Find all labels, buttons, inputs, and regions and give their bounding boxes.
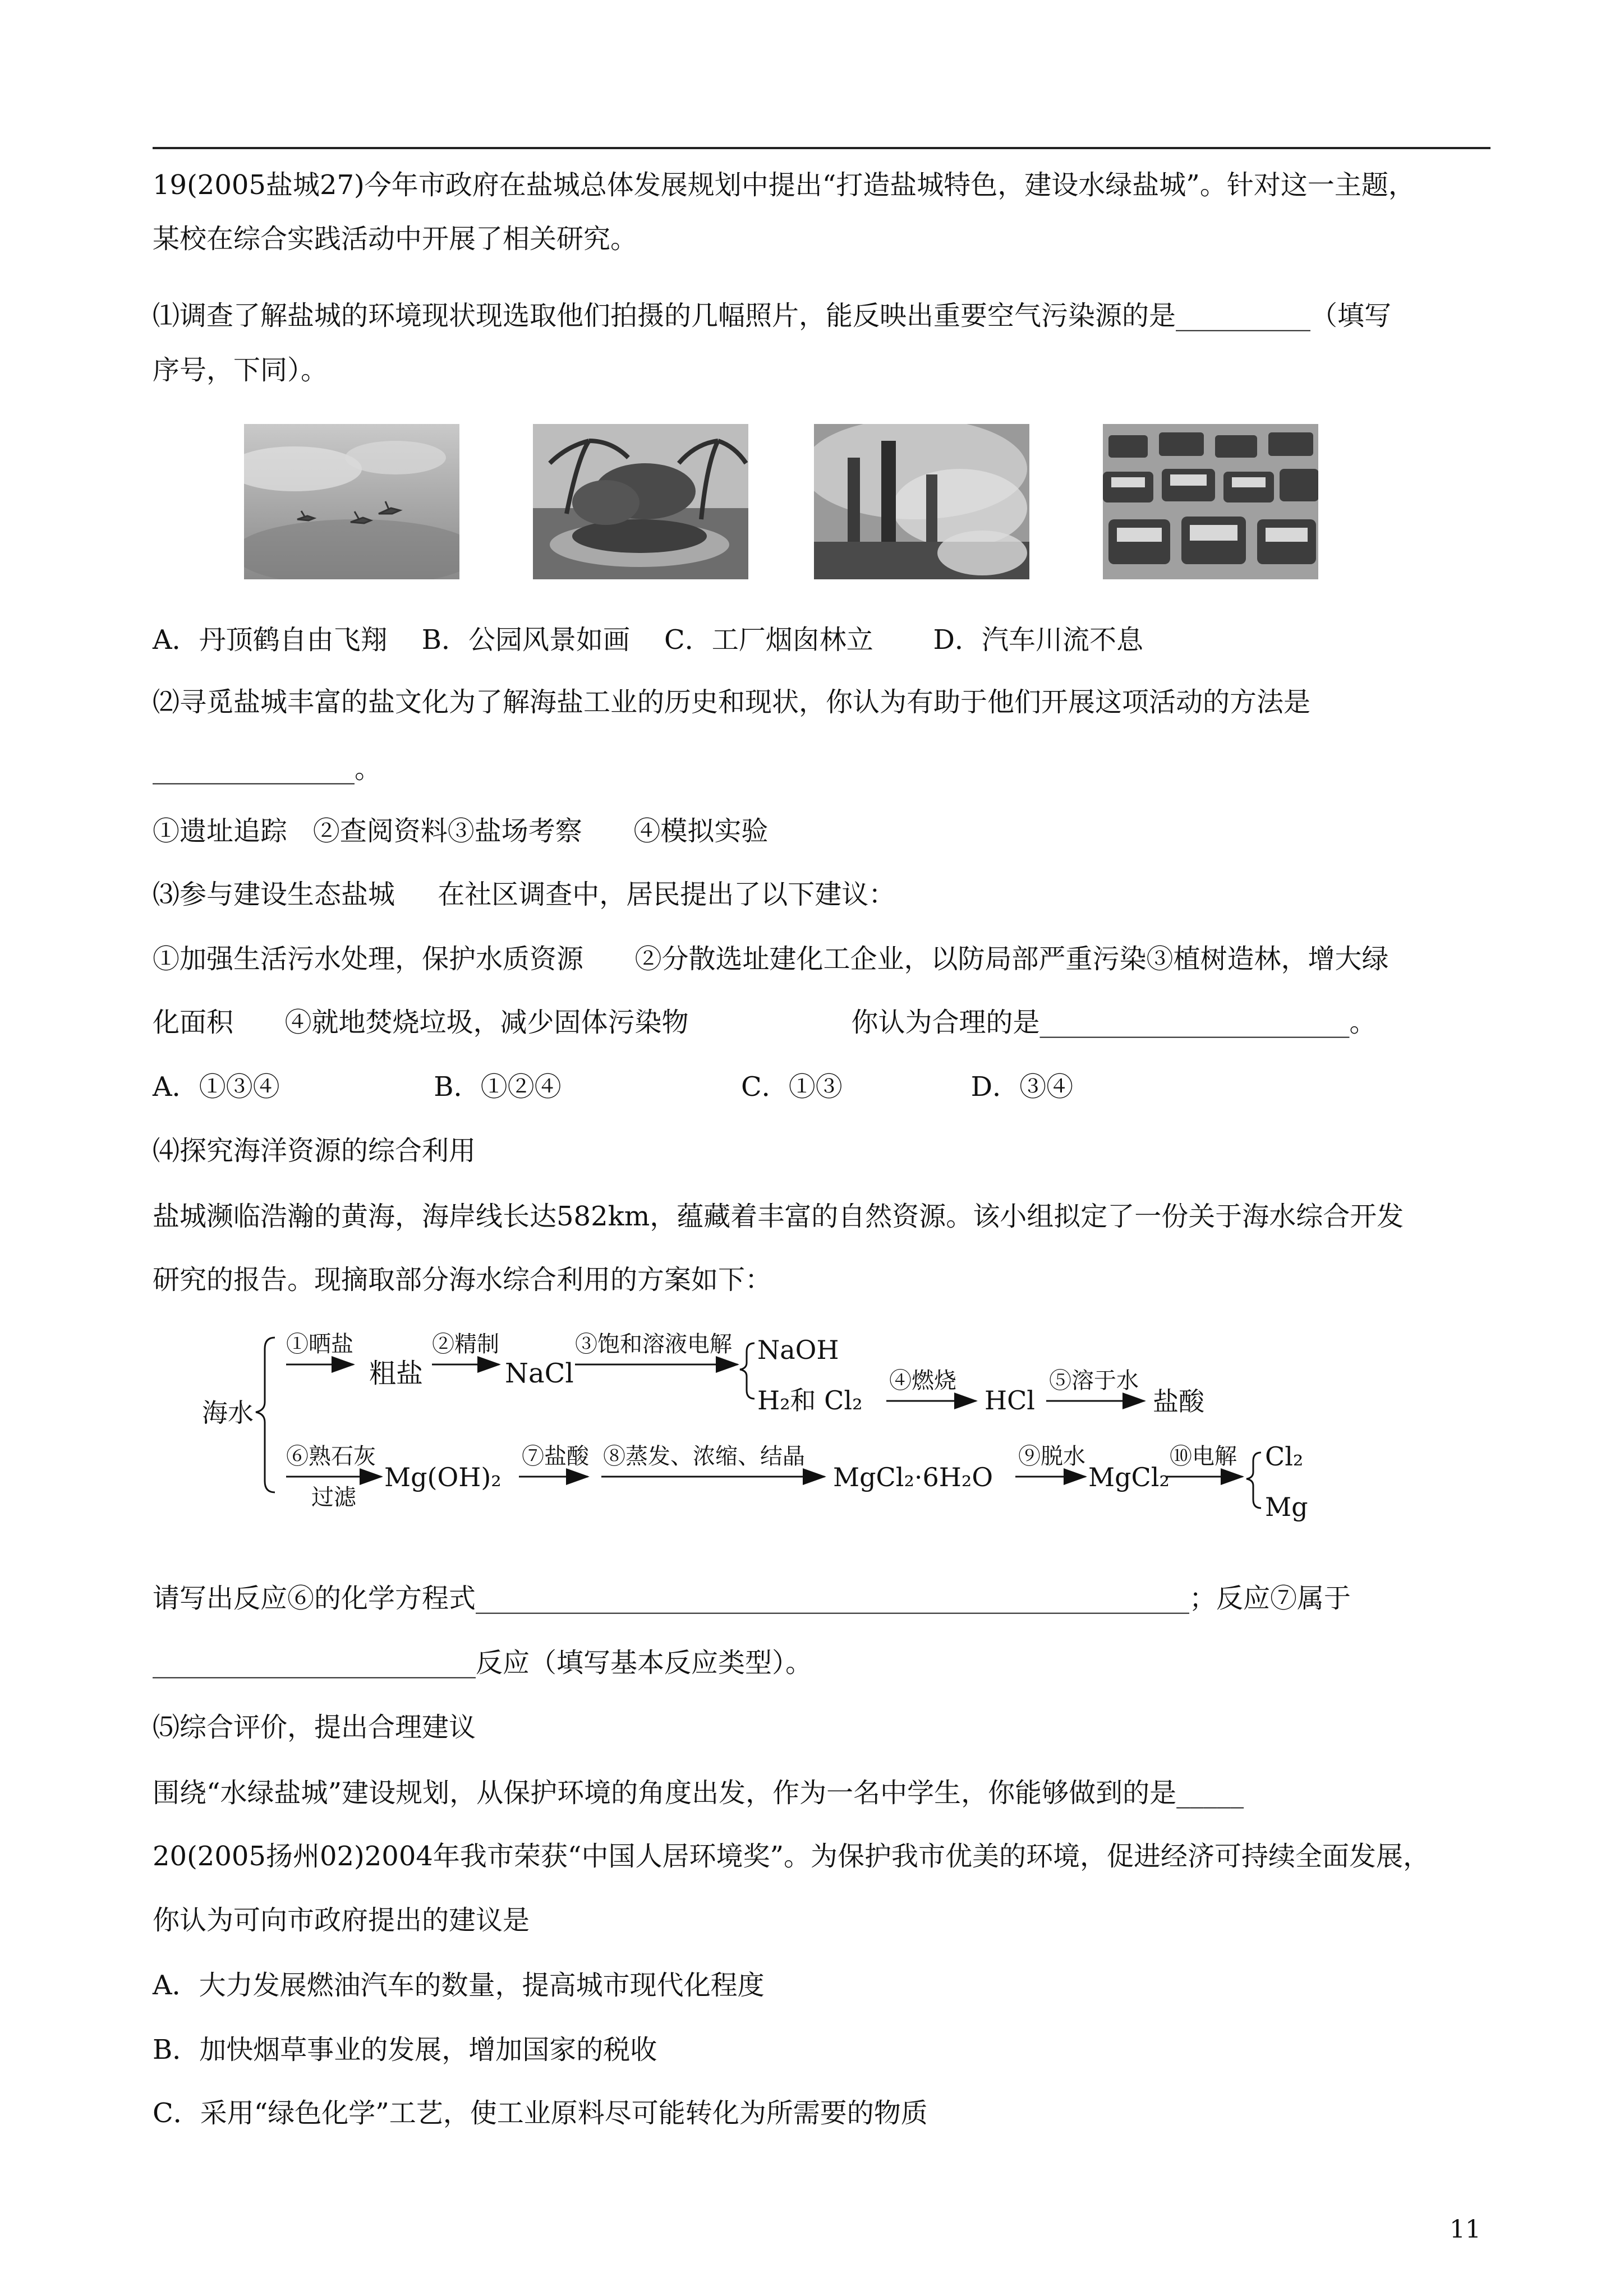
step4-label: ④燃烧 xyxy=(889,1368,956,1394)
nacl-label: NaCl xyxy=(505,1358,574,1389)
hydrochloric-acid-label: 盐酸 xyxy=(1153,1386,1204,1417)
q20-line2: 你认为可向市政府提出的建议是 xyxy=(153,1905,530,1936)
step1-label: ①晒盐 xyxy=(286,1331,353,1357)
q19-intro-line2: 某校在综合实践活动中开展了相关研究。 xyxy=(153,223,638,255)
seawater-process-diagram xyxy=(202,1326,1358,1528)
q20-option-b: B．加快烟草事业的发展，增加国家的税收 xyxy=(153,2034,657,2066)
step6-label: ⑥熟石灰 xyxy=(286,1444,376,1469)
mgoh2-label: Mg(OH)₂ xyxy=(384,1462,502,1492)
q19-part3-line1: ⑶参与建设生态盐城 在社区调查中，居民提出了以下建议： xyxy=(153,879,896,910)
mg-label: Mg xyxy=(1265,1492,1308,1522)
q19-part2-line1: ⑵寻觅盐城丰富的盐文化为了解海盐工业的历史和现状，你认为有助于他们开展这项活动的方法是 xyxy=(153,686,1311,718)
q19-part5-line1: 围绕“水绿盐城”建设规划，从保护环境的角度出发，作为一名中学生，你能够做到的是_____ xyxy=(153,1777,1244,1809)
step7-label: ⑦盐酸 xyxy=(522,1444,589,1469)
q19-part4-title: ⑷探究海洋资源的综合利用 xyxy=(153,1135,476,1167)
q19-part5-title: ⑸综合评价，提出合理建议 xyxy=(153,1712,476,1743)
mgcl2-hydrate-label: MgCl₂·6H₂O xyxy=(833,1462,993,1492)
step10-label: ⑩电解 xyxy=(1170,1444,1237,1469)
h2-cl2-label: H₂和 Cl₂ xyxy=(757,1385,863,1416)
q20-option-a: A．大力发展燃油汽车的数量，提高城市现代化程度 xyxy=(153,1970,765,2001)
step6-filter-label: 过滤 xyxy=(311,1484,356,1510)
q19-part2-line2: _______________。 xyxy=(153,753,382,785)
q19-part3-line3: 化面积 ④就地焚烧垃圾，减少固体污染物 你认为合理的是_______________________。 xyxy=(153,1007,1377,1038)
page-number: 11 xyxy=(1450,2215,1481,2244)
q19-part4-line3: 请写出反应⑥的化学方程式_____________________________________________________；反应⑦属于 xyxy=(153,1583,1351,1614)
q19-part4-line4: ________________________反应（填写基本反应类型）。 xyxy=(153,1647,813,1679)
cranes-flying-photo xyxy=(244,424,459,579)
cl2-label: Cl₂ xyxy=(1265,1441,1304,1472)
q19-part1-line1: ⑴调查了解盐城的环境现状现选取他们拍摄的几幅照片，能反映出重要空气污染源的是__________（填写 xyxy=(153,300,1392,331)
electrolysis-mg-brace xyxy=(1246,1453,1261,1508)
q19-intro-line1: 19(2005盐城27)今年市政府在盐城总体发展规划中提出“打造盐城特色，建设水绿盐城”。针对这一主题， xyxy=(153,169,1415,201)
q19-part3-options: A．①③④ B．①②④ C．①③ D．③④ xyxy=(153,1071,1074,1103)
q19-part1-options: A．丹顶鹤自由飞翔 B．公园风景如画 C．工厂烟囱林立 D．汽车川流不息 xyxy=(153,624,1144,656)
factory-chimneys-photo xyxy=(814,424,1029,579)
step3-label: ③饱和溶液电解 xyxy=(575,1331,732,1357)
step8-label: ⑧蒸发、浓缩、结晶 xyxy=(603,1444,805,1469)
step5-label: ⑤溶于水 xyxy=(1049,1368,1139,1394)
step2-label: ②精制 xyxy=(432,1331,499,1357)
q19-part1-line2: 序号，下同）。 xyxy=(153,354,328,386)
q19-part4-line1: 盐城濒临浩瀚的黄海，海岸线长达582km，蕴藏着丰富的自然资源。该小组拟定了一份关于海水综合开发 xyxy=(153,1201,1404,1232)
main-brace xyxy=(256,1338,275,1492)
electrolysis-brace xyxy=(740,1343,755,1399)
q20-option-c: C．采用“绿色化学”工艺，使工业原料尽可能转化为所需要的物质 xyxy=(153,2097,928,2129)
traffic-jam-photo xyxy=(1103,424,1318,579)
mgcl2-label: MgCl₂ xyxy=(1088,1462,1170,1492)
q19-part2-items: ①遗址追踪 ②查阅资料③盐场考察 ④模拟实验 xyxy=(153,815,769,847)
q19-part4-line2: 研究的报告。现摘取部分海水综合利用的方案如下： xyxy=(153,1264,772,1295)
step9-label: ⑨脱水 xyxy=(1018,1444,1085,1469)
header-rule xyxy=(153,147,1490,149)
seawater-label: 海水 xyxy=(202,1398,254,1428)
park-scenery-photo xyxy=(533,424,748,579)
naoh-label: NaOH xyxy=(757,1335,839,1365)
q19-part3-line2: ①加强生活污水处理，保护水质资源 ②分散选址建化工企业，以防局部严重污染③植树造林，增大绿 xyxy=(153,943,1389,975)
q20-line1: 20(2005扬州02)2004年我市荣获“中国人居环境奖”。为保护我市优美的环境，促进经济可持续全面发展， xyxy=(153,1841,1430,1872)
hcl-label: HCl xyxy=(984,1385,1036,1416)
crude-salt-label: 粗盐 xyxy=(369,1358,424,1389)
